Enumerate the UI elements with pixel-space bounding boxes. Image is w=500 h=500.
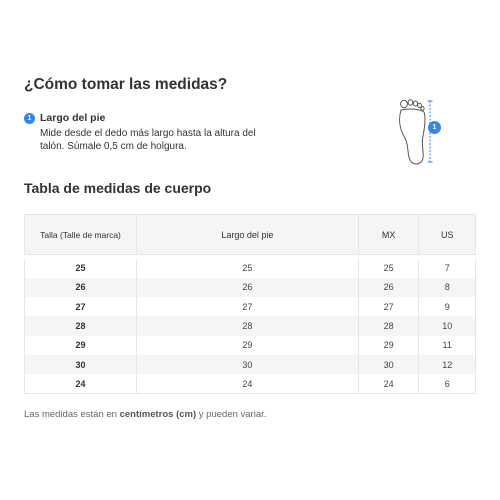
note-text: Las medidas están en xyxy=(24,409,120,420)
cell-mx: 30 xyxy=(358,355,419,374)
header-size: Talla (Talle de marca) xyxy=(25,215,137,255)
cell-size: 28 xyxy=(25,316,137,335)
cell-mx: 28 xyxy=(358,316,419,335)
cell-us: 12 xyxy=(419,355,476,374)
cell-size: 25 xyxy=(25,259,137,278)
table-row xyxy=(25,336,476,355)
cell-foot-length: 27 xyxy=(137,297,359,316)
table-row xyxy=(25,316,476,335)
cell-foot-length: 30 xyxy=(137,355,359,374)
page-title: ¿Cómo tomar las medidas? xyxy=(24,76,228,93)
table-title: Tabla de medidas de cuerpo xyxy=(24,180,212,196)
step-description: Mide desde el dedo más largo hasta la altura del talón. Súmale 0,5 cm de holgura. xyxy=(40,128,256,152)
cell-mx: 25 xyxy=(358,259,419,278)
measurement-note xyxy=(24,409,266,420)
cell-mx: 26 xyxy=(358,278,419,297)
cell-foot-length: 25 xyxy=(137,259,359,278)
cell-us: 11 xyxy=(419,336,476,355)
cell-mx: 24 xyxy=(358,374,419,393)
cell-us: 7 xyxy=(419,259,476,278)
note-unit: centímetros (cm) xyxy=(119,409,197,420)
table-row xyxy=(25,259,476,278)
table-row xyxy=(25,297,476,316)
step-title: Largo del pie xyxy=(40,112,106,124)
cell-foot-length: 26 xyxy=(137,278,359,297)
header-foot-length: Largo del pie xyxy=(137,215,359,255)
cell-size: 26 xyxy=(25,278,137,297)
step-number-badge: 1 xyxy=(24,113,35,124)
table-row xyxy=(25,355,476,374)
table-row xyxy=(25,278,476,297)
header-us: US xyxy=(419,215,476,255)
cell-us: 9 xyxy=(419,297,476,316)
cell-mx: 29 xyxy=(358,336,419,355)
foot-measure-icon xyxy=(390,96,450,166)
cell-us: 8 xyxy=(419,278,476,297)
cell-us: 6 xyxy=(419,374,476,393)
cell-size: 24 xyxy=(25,374,137,393)
cell-size: 29 xyxy=(25,336,137,355)
table-row xyxy=(25,374,476,393)
size-table xyxy=(24,214,476,394)
cell-foot-length: 24 xyxy=(137,374,359,393)
cell-mx: 27 xyxy=(358,297,419,316)
header-mx: MX xyxy=(358,215,419,255)
cell-foot-length: 29 xyxy=(137,336,359,355)
table-header-row xyxy=(25,215,476,255)
note-text-end: y pueden variar. xyxy=(196,409,267,420)
cell-size: 27 xyxy=(25,297,137,316)
cell-foot-length: 28 xyxy=(137,316,359,335)
cell-us: 10 xyxy=(419,316,476,335)
cell-size: 30 xyxy=(25,355,137,374)
figure-number-badge: 1 xyxy=(428,121,441,134)
